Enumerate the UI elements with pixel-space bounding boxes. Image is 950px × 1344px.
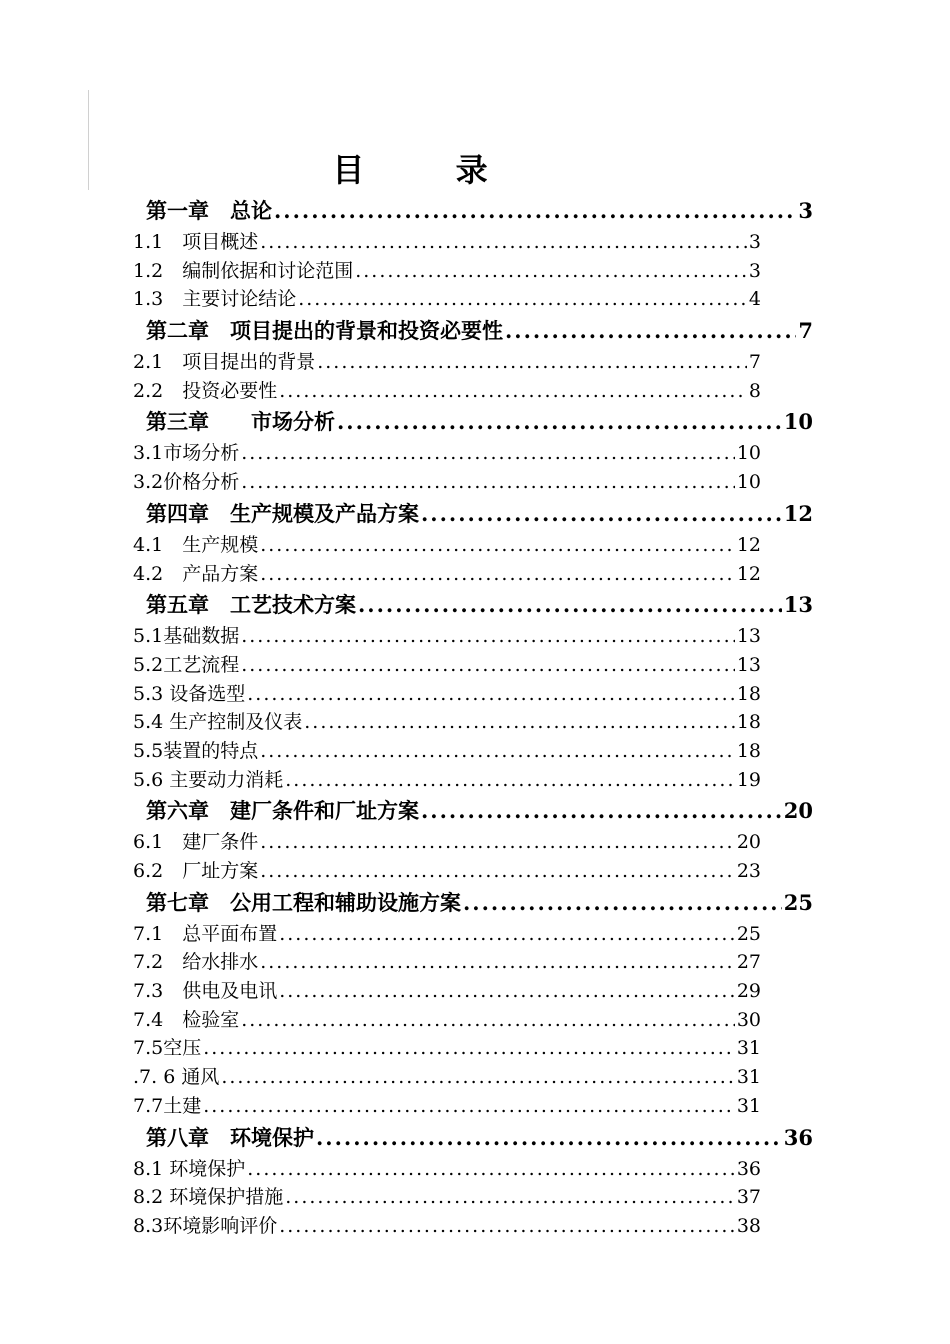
- toc-chapter-entry[interactable]: [133, 314, 813, 348]
- toc-section-entry[interactable]: [133, 468, 761, 497]
- toc-page-number: 29: [736, 980, 761, 1003]
- toc-dot-leader: [260, 857, 735, 886]
- toc-page-number: 10: [783, 409, 813, 435]
- toc-dot-leader: [241, 439, 735, 468]
- toc-page-number: 4: [748, 288, 761, 311]
- toc-section-entry[interactable]: [133, 1092, 761, 1121]
- toc-page-number: 27: [736, 951, 761, 974]
- toc-dot-leader: [505, 314, 796, 348]
- toc-dot-leader: [241, 1006, 735, 1035]
- toc-page-number: 36: [736, 1157, 761, 1180]
- toc-chapter-entry[interactable]: [133, 886, 813, 920]
- table-of-contents: [133, 194, 813, 1241]
- toc-dot-leader: [221, 1063, 734, 1092]
- toc-entry-label: 第七章 公用工程和辅助设施方案: [146, 889, 461, 915]
- toc-section-entry[interactable]: [133, 348, 761, 377]
- toc-page-number: 31: [736, 1037, 761, 1060]
- toc-dot-leader: [279, 1212, 735, 1241]
- toc-entry-label: 1.2 编制依据和讨论范围: [133, 259, 354, 282]
- toc-chapter-entry[interactable]: [133, 194, 813, 228]
- toc-dot-leader: [355, 257, 747, 286]
- toc-entry-label: 第六章 建厂条件和厂址方案: [146, 798, 419, 824]
- toc-dot-leader: [279, 920, 735, 949]
- toc-dot-leader: [203, 1034, 735, 1063]
- toc-section-entry[interactable]: [133, 257, 761, 286]
- toc-page-number: 12: [736, 562, 761, 585]
- toc-entry-label: 2.2 投资必要性: [133, 379, 278, 402]
- toc-entry-label: 7.4 检验室: [133, 1008, 240, 1031]
- toc-section-entry[interactable]: [133, 1183, 761, 1212]
- toc-dot-leader: [241, 622, 735, 651]
- toc-dot-leader: [260, 828, 735, 857]
- toc-dot-leader: [285, 766, 735, 795]
- toc-page-number: 3: [798, 198, 813, 223]
- toc-entry-label: 2.1 项目提出的背景: [133, 351, 316, 374]
- toc-section-entry[interactable]: [133, 708, 761, 737]
- toc-dot-leader: [241, 651, 735, 680]
- toc-section-entry[interactable]: [133, 1212, 761, 1241]
- toc-entry-label: 7.1 总平面布置: [133, 922, 278, 945]
- toc-section-entry[interactable]: [133, 285, 761, 314]
- toc-chapter-entry[interactable]: [133, 588, 813, 622]
- toc-page-number: 23: [736, 860, 761, 882]
- toc-dot-leader: [304, 708, 735, 737]
- toc-dot-leader: [285, 1183, 735, 1212]
- toc-page-number: 18: [736, 739, 761, 762]
- toc-page-number: 3: [748, 231, 761, 253]
- toc-dot-leader: [421, 794, 782, 828]
- toc-entry-label: 5.5装置的特点: [133, 739, 259, 762]
- toc-chapter-entry[interactable]: [133, 405, 813, 439]
- toc-page-number: 8: [748, 379, 761, 402]
- toc-entry-label: 5.3 设备选型: [133, 682, 246, 705]
- toc-page-number: 3: [748, 259, 761, 282]
- toc-section-entry[interactable]: [133, 737, 761, 766]
- toc-entry-label: 第二章 项目提出的背景和投资必要性: [146, 318, 503, 344]
- toc-page-number: 20: [736, 831, 761, 854]
- toc-entry-label: 8.2 环境保护措施: [133, 1186, 284, 1209]
- toc-page-number: 12: [783, 500, 813, 526]
- toc-dot-leader: [316, 1121, 782, 1155]
- toc-entry-label: 3.1市场分析: [133, 442, 240, 465]
- toc-page-number: 38: [736, 1214, 761, 1237]
- toc-entry-label: 第四章 生产规模及产品方案: [146, 500, 419, 526]
- toc-section-entry[interactable]: [133, 622, 761, 651]
- toc-dot-leader: [463, 886, 782, 920]
- toc-entry-label: 7.5空压: [133, 1037, 202, 1060]
- toc-dot-leader: [241, 468, 735, 497]
- toc-dot-leader: [260, 228, 747, 257]
- toc-entry-label: 5.1基础数据: [133, 625, 240, 648]
- toc-page-number: 25: [736, 922, 761, 945]
- toc-page-number: 19: [736, 768, 761, 791]
- toc-page-number: 13: [736, 653, 761, 676]
- toc-section-entry[interactable]: [133, 651, 761, 680]
- toc-page-number: 7: [798, 318, 813, 344]
- toc-entry-label: 7.3 供电及电讯: [133, 980, 278, 1003]
- toc-chapter-entry[interactable]: [133, 794, 813, 828]
- toc-section-entry[interactable]: [133, 828, 761, 857]
- toc-section-entry[interactable]: [133, 1155, 761, 1184]
- toc-entry-label: 1.3 主要讨论结论: [133, 288, 297, 311]
- toc-page-number: 20: [783, 798, 813, 824]
- toc-dot-leader: [421, 497, 782, 531]
- toc-dot-leader: [337, 405, 782, 439]
- toc-dot-leader: [247, 1155, 735, 1184]
- toc-section-entry[interactable]: [133, 1006, 761, 1035]
- toc-section-entry[interactable]: [133, 1063, 761, 1092]
- toc-dot-leader: [247, 680, 735, 709]
- toc-page-number: 18: [736, 711, 761, 734]
- toc-entry-label: 4.2 产品方案: [133, 562, 259, 585]
- toc-entry-label: 5.2工艺流程: [133, 653, 240, 676]
- toc-page-number: 10: [736, 442, 761, 465]
- toc-page-number: 10: [736, 471, 761, 494]
- toc-page-number: 36: [783, 1124, 813, 1150]
- toc-chapter-entry[interactable]: [133, 497, 813, 531]
- toc-section-entry[interactable]: [133, 948, 761, 977]
- toc-section-entry[interactable]: [133, 977, 761, 1006]
- toc-section-entry[interactable]: [133, 920, 761, 949]
- toc-dot-leader: [260, 948, 735, 977]
- toc-section-entry[interactable]: [133, 560, 761, 589]
- toc-dot-leader: [260, 531, 735, 560]
- toc-entry-label: 5.4 生产控制及仪表: [133, 711, 303, 734]
- toc-entry-label: 第八章 环境保护: [146, 1124, 314, 1150]
- toc-entry-label: 1.1 项目概述: [133, 231, 259, 253]
- toc-entry-label: 3.2价格分析: [133, 471, 240, 494]
- toc-entry-label: 6.1 建厂条件: [133, 831, 259, 854]
- toc-page-number: 31: [736, 1094, 761, 1117]
- toc-page-number: 30: [736, 1008, 761, 1031]
- toc-dot-leader: [279, 977, 735, 1006]
- toc-section-entry[interactable]: [133, 680, 761, 709]
- toc-section-entry[interactable]: [133, 228, 761, 257]
- toc-entry-label: 6.2 厂址方案: [133, 860, 259, 882]
- toc-section-entry[interactable]: [133, 857, 761, 886]
- toc-dot-leader: [203, 1092, 735, 1121]
- toc-title: 目 录: [332, 151, 528, 189]
- toc-page-number: 37: [736, 1186, 761, 1209]
- toc-entry-label: 5.6 主要动力消耗: [133, 768, 284, 791]
- toc-section-entry[interactable]: [133, 531, 761, 560]
- toc-dot-leader: [260, 560, 735, 589]
- toc-dot-leader: [260, 737, 735, 766]
- toc-dot-leader: [298, 285, 747, 314]
- toc-page-number: 12: [736, 533, 761, 556]
- toc-dot-leader: [358, 588, 782, 622]
- toc-page-number: 18: [736, 682, 761, 705]
- toc-page-number: 25: [783, 889, 813, 915]
- toc-entry-label: 第三章 市场分析: [146, 409, 335, 435]
- toc-entry-label: 第一章 总论: [146, 198, 272, 223]
- toc-entry-label: 7.2 给水排水: [133, 951, 259, 974]
- toc-page-number: 31: [736, 1066, 761, 1089]
- toc-page-number: 13: [783, 592, 813, 618]
- toc-entry-label: .7. 6 通风: [133, 1066, 220, 1089]
- toc-entry-label: 8.1 环境保护: [133, 1157, 246, 1180]
- toc-page-number: 7: [748, 351, 761, 374]
- toc-dot-leader: [279, 377, 747, 406]
- toc-entry-label: 第五章 工艺技术方案: [146, 592, 356, 618]
- toc-page-number: 13: [736, 625, 761, 648]
- toc-section-entry[interactable]: [133, 439, 761, 468]
- toc-dot-leader: [274, 194, 796, 228]
- toc-section-entry[interactable]: [133, 377, 761, 406]
- toc-entry-label: 7.7土建: [133, 1094, 202, 1117]
- toc-section-entry[interactable]: [133, 1034, 761, 1063]
- toc-section-entry[interactable]: [133, 766, 761, 795]
- toc-chapter-entry[interactable]: [133, 1121, 813, 1155]
- toc-entry-label: 4.1 生产规模: [133, 533, 259, 556]
- toc-entry-label: 8.3环境影响评价: [133, 1214, 278, 1237]
- toc-dot-leader: [317, 348, 747, 377]
